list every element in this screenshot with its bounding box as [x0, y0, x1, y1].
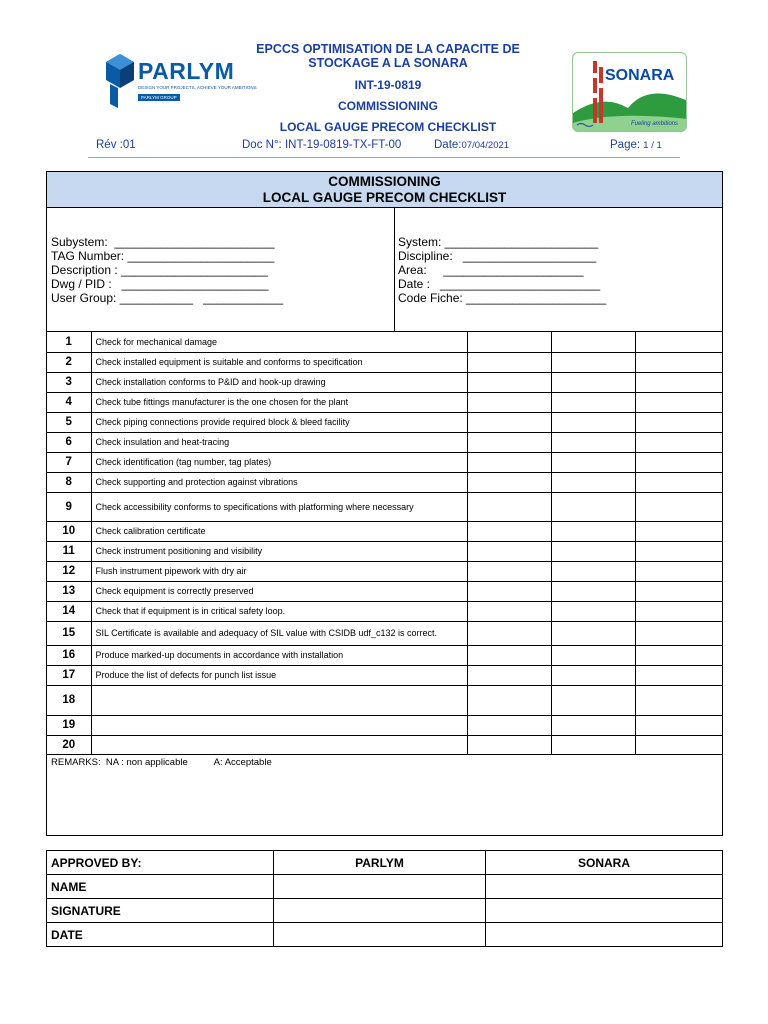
parlym-name-cell[interactable]	[274, 875, 486, 899]
document-meta-row	[0, 139, 768, 155]
sonara-brand: SONARA	[605, 67, 675, 84]
check-number: 9	[47, 492, 91, 521]
check-status-cell[interactable]	[551, 472, 635, 492]
check-status-cell[interactable]	[551, 601, 635, 621]
check-status-cell[interactable]	[551, 412, 635, 432]
parlym-cube-icon	[104, 50, 136, 116]
check-status-cell[interactable]	[551, 392, 635, 412]
check-description: Check installation conforms to P&ID and hook-up drawing	[91, 372, 467, 392]
check-status-cell[interactable]	[551, 645, 635, 665]
sonara-logo	[572, 52, 687, 132]
subsystem-field[interactable]: Subystem: ________________________	[51, 235, 275, 249]
parlym-date-cell[interactable]	[274, 923, 486, 947]
check-status-cell[interactable]	[551, 561, 635, 581]
check-status-cell[interactable]	[467, 601, 551, 621]
check-status-cell[interactable]	[635, 665, 723, 685]
check-description: Check instrument positioning and visibility	[91, 541, 467, 561]
check-description: Check for mechanical damage	[91, 332, 467, 352]
checklist-row	[47, 412, 723, 432]
check-status-cell[interactable]	[467, 352, 551, 372]
form-title-band	[47, 172, 722, 208]
checklist-row	[47, 645, 723, 665]
info-divider	[394, 208, 395, 331]
approval-date-row	[47, 923, 723, 947]
check-status-cell[interactable]	[467, 621, 551, 645]
approval-header-row	[47, 851, 723, 875]
check-status-cell[interactable]	[635, 601, 723, 621]
approved-by-label: APPROVED BY:	[47, 851, 274, 875]
meta-divider	[88, 157, 680, 158]
check-number: 13	[47, 581, 91, 601]
check-description: SIL Certificate is available and adequacy of SIL value with CSIDB udf_c132 is correct.	[91, 621, 467, 645]
parlym-column-header: PARLYM	[274, 851, 486, 875]
check-status-cell[interactable]	[467, 392, 551, 412]
check-number: 4	[47, 392, 91, 412]
description-field[interactable]: Description : ______________________	[51, 263, 268, 277]
project-title-line2: STOCKAGE A LA SONARA	[308, 56, 468, 70]
check-status-cell[interactable]	[635, 645, 723, 665]
checklist-row	[47, 332, 723, 352]
parlym-brand: PARLYM	[138, 58, 235, 84]
approval-table	[46, 850, 723, 947]
checklist-row	[47, 472, 723, 492]
check-status-cell[interactable]	[467, 541, 551, 561]
checklist-row	[47, 372, 723, 392]
check-description: Produce the list of defects for punch list issue	[91, 665, 467, 685]
checklist-row	[47, 685, 723, 715]
approval-name-row	[47, 875, 723, 899]
check-description: Check tube fittings manufacturer is the one chosen for the plant	[91, 392, 467, 412]
check-status-cell[interactable]	[551, 685, 635, 715]
code-fiche-field[interactable]: Code Fiche: _____________________	[398, 291, 607, 305]
form-title-line2: LOCAL GAUGE PRECOM CHECKLIST	[262, 190, 507, 205]
sonara-column-header: SONARA	[486, 851, 723, 875]
check-status-cell[interactable]	[467, 452, 551, 472]
check-status-cell[interactable]	[551, 581, 635, 601]
check-status-cell[interactable]	[635, 715, 723, 735]
system-field[interactable]: System: _______________________	[398, 235, 599, 249]
area-field[interactable]: Area: _____________________	[398, 263, 584, 277]
sonara-date-cell[interactable]	[486, 923, 723, 947]
info-left-column	[51, 235, 283, 305]
discipline-field[interactable]: Discipline: ____________________	[398, 249, 597, 263]
check-status-cell[interactable]	[635, 621, 723, 645]
info-right-column	[398, 235, 606, 305]
parlym-tagline: DESIGN YOUR PROJECTS, ACHIEVE YOUR AMBITIONS	[138, 85, 257, 90]
check-status-cell[interactable]	[551, 541, 635, 561]
user-group-field[interactable]: User Group: ___________ ____________	[51, 291, 284, 305]
check-description: Flush instrument pipework with dry air	[91, 561, 467, 581]
check-number: 15	[47, 621, 91, 645]
check-status-cell[interactable]	[635, 735, 723, 754]
name-label: NAME	[47, 875, 274, 899]
tag-number-field[interactable]: TAG Number: ______________________	[51, 249, 275, 263]
check-status-cell[interactable]	[467, 492, 551, 521]
check-description	[91, 715, 467, 735]
check-status-cell[interactable]	[551, 735, 635, 754]
page-value: 1 / 1	[643, 140, 662, 151]
check-status-cell[interactable]	[635, 452, 723, 472]
check-status-cell[interactable]	[467, 432, 551, 452]
approval-signature-row	[47, 899, 723, 923]
check-status-cell[interactable]	[467, 472, 551, 492]
check-description: Check that if equipment is in critical safety loop.	[91, 601, 467, 621]
check-status-cell[interactable]	[551, 621, 635, 645]
checklist-row	[47, 352, 723, 372]
check-status-cell[interactable]	[467, 715, 551, 735]
check-number: 18	[47, 685, 91, 715]
check-status-cell[interactable]	[635, 472, 723, 492]
checklist-row	[47, 735, 723, 754]
date-input-field[interactable]: Date : ________________________	[398, 277, 601, 291]
check-status-cell[interactable]	[467, 665, 551, 685]
parlym-group: PARLYM GROUP	[138, 94, 180, 101]
checklist-row	[47, 581, 723, 601]
check-status-cell[interactable]	[467, 685, 551, 715]
check-status-cell[interactable]	[635, 492, 723, 521]
check-number: 16	[47, 645, 91, 665]
sonara-slogan: Fueling ambitions	[630, 121, 678, 127]
check-status-cell[interactable]	[551, 372, 635, 392]
check-status-cell[interactable]	[635, 541, 723, 561]
sonara-signature-cell[interactable]	[486, 899, 723, 923]
checklist-row	[47, 521, 723, 541]
check-number: 3	[47, 372, 91, 392]
check-description: Check installed equipment is suitable and conforms to specification	[91, 352, 467, 372]
check-status-cell[interactable]	[635, 412, 723, 432]
check-status-cell[interactable]	[551, 332, 635, 352]
check-description	[91, 735, 467, 754]
check-number: 20	[47, 735, 91, 754]
revision: Rév :01	[96, 139, 136, 151]
page-label: Page:	[610, 139, 641, 151]
check-status-cell[interactable]	[635, 432, 723, 452]
info-fields	[47, 208, 722, 332]
checklist-form	[46, 171, 723, 836]
document-title-line1: COMMISSIONING	[337, 99, 438, 113]
checklist-row	[47, 432, 723, 452]
check-status-cell[interactable]	[635, 392, 723, 412]
check-status-cell[interactable]	[467, 412, 551, 432]
check-status-cell[interactable]	[551, 665, 635, 685]
checklist-row	[47, 541, 723, 561]
signature-label: SIGNATURE	[47, 899, 274, 923]
parlym-signature-cell[interactable]	[274, 899, 486, 923]
check-status-cell[interactable]	[635, 581, 723, 601]
check-number: 19	[47, 715, 91, 735]
check-number: 8	[47, 472, 91, 492]
check-number: 7	[47, 452, 91, 472]
check-number: 10	[47, 521, 91, 541]
check-description: Check supporting and protection against vibrations	[91, 472, 467, 492]
page-field	[610, 139, 662, 151]
checklist-table	[47, 332, 723, 755]
check-status-cell[interactable]	[467, 561, 551, 581]
check-number: 5	[47, 412, 91, 432]
checklist-row	[47, 621, 723, 645]
remarks[interactable]: REMARKS: NA : non applicable A: Acceptable	[51, 756, 272, 768]
date-label: Date:	[434, 139, 462, 151]
checklist-row	[47, 392, 723, 412]
project-reference: INT-19-0819	[354, 78, 422, 92]
check-description: Produce marked-up documents in accordance with installation	[91, 645, 467, 665]
checklist-row	[47, 452, 723, 472]
check-status-cell[interactable]	[551, 521, 635, 541]
form-title-line1: COMMISSIONING	[328, 174, 441, 189]
check-number: 1	[47, 332, 91, 352]
check-status-cell[interactable]	[635, 561, 723, 581]
date-field	[434, 139, 509, 151]
checklist-row	[47, 715, 723, 735]
header-title-block	[218, 42, 558, 134]
check-status-cell[interactable]	[467, 735, 551, 754]
check-number: 2	[47, 352, 91, 372]
check-status-cell[interactable]	[551, 452, 635, 472]
check-number: 11	[47, 541, 91, 561]
check-description	[91, 685, 467, 715]
check-status-cell[interactable]	[551, 432, 635, 452]
check-number: 6	[47, 432, 91, 452]
check-status-cell[interactable]	[551, 715, 635, 735]
check-description: Check identification (tag number, tag plates)	[91, 452, 467, 472]
document-number: Doc N°: INT-19-0819-TX-FT-00	[242, 139, 402, 151]
check-number: 12	[47, 561, 91, 581]
check-status-cell[interactable]	[467, 332, 551, 352]
project-title-line1: EPCCS OPTIMISATION DE LA CAPACITE DE	[256, 42, 520, 56]
check-status-cell[interactable]	[635, 372, 723, 392]
date-row-label: DATE	[47, 923, 274, 947]
checklist-row	[47, 601, 723, 621]
checklist-row	[47, 665, 723, 685]
check-status-cell[interactable]	[551, 352, 635, 372]
check-number: 14	[47, 601, 91, 621]
check-status-cell[interactable]	[467, 645, 551, 665]
sonara-name-cell[interactable]	[486, 875, 723, 899]
check-status-cell[interactable]	[467, 372, 551, 392]
check-status-cell[interactable]	[635, 352, 723, 372]
check-description: Check equipment is correctly preserved	[91, 581, 467, 601]
check-description: Check piping connections provide required block & bleed facility	[91, 412, 467, 432]
check-description: Check calibration certificate	[91, 521, 467, 541]
check-description: Check insulation and heat-tracing	[91, 432, 467, 452]
check-status-cell[interactable]	[635, 685, 723, 715]
checklist-row	[47, 492, 723, 521]
check-status-cell[interactable]	[635, 521, 723, 541]
check-number: 17	[47, 665, 91, 685]
check-status-cell[interactable]	[467, 581, 551, 601]
document-title-line2: LOCAL GAUGE PRECOM CHECKLIST	[279, 120, 497, 134]
check-status-cell[interactable]	[551, 492, 635, 521]
checklist-row	[47, 561, 723, 581]
check-status-cell[interactable]	[635, 332, 723, 352]
dwg-pid-field[interactable]: Dwg / PID : ______________________	[51, 277, 269, 291]
date-value: 07/04/2021	[461, 140, 510, 151]
check-description: Check accessibility conforms to specifications with platforming where necessary	[91, 492, 467, 521]
check-status-cell[interactable]	[467, 521, 551, 541]
